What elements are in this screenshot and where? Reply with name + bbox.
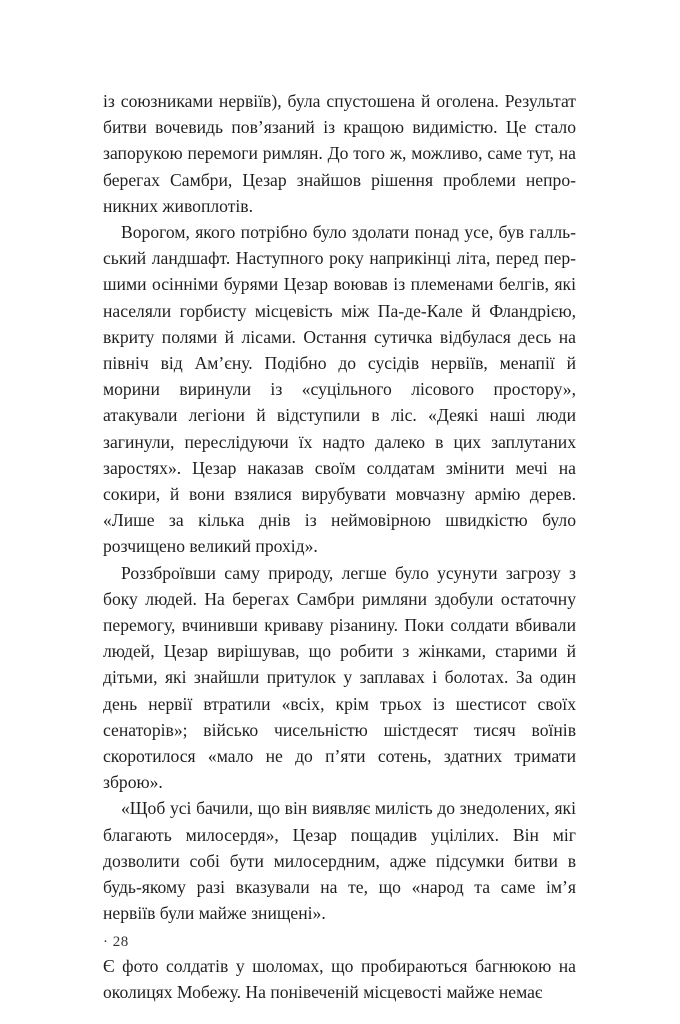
paragraph: із союзниками нервіїв), була спустошена й оголена. Результат битви вочевидь пов’язаний із кращою видимістю. Це стало запорукою перемоги римлян. До того ж, можливо, саме тут, на берегах Самбри, Цезар знайшов рішення проблеми непроникних живоплотів. bbox=[103, 91, 576, 216]
page-number: · 28 bbox=[103, 934, 129, 950]
paragraph: Є фото солдатів у шоломах, що пробираються багнюкою на околицях Мобежу. На понівеченій місцевості майже немає bbox=[103, 955, 576, 1002]
paragraph: «Щоб усі бачили, що він виявляє милість до знедолених, які благають милосердя», Цезар пощадив уцілілих. Він міг дозволити собі бути милосердним, адже підсумки битви в будь-якому разі вказували на те, що «народ та саме ім’я нервіїв були майже знищені». bbox=[103, 798, 576, 924]
paragraph: Роззброївши саму природу, легше було усунути загрозу з боку людей. На берегах Самбри римляни здобули остаточну перемогу, вчинивши криваву різанину. Поки солдати вбивали людей, Цезар вирішував, що робити з жінками, старими й дітьми, які знайшли притулок у заплавах і болотах. За один день нервії втратили «всіх, крім трьох із шестисот своїх сенаторів»; військо чисельністю шістдесят тисяч воїнів скоротилося «мало не до п’яти сотень, здатних тримати зброю». bbox=[103, 562, 576, 793]
paragraph: Ворогом, якого потрібно було здолати понад усе, був галльський ландшафт. Наступного року наприкінці літа, перед першими осінніми бурями Цезар воював із племенами белгів, які населяли горбисту місцевість між Па-де-Кале й Фландрією, вкриту полями й лісами. Остання сутичка відбулася десь на північ від Ам’єну. Подібно до сусідів нервіїв, менапії й морини виринули із «суцільного лісового простору», атакували легіони й відступили в ліс. «Деякі наші люди загинули, переслідуючи їх надто далеко в цих заплутаних заростях». Цезар наказав своїм солдатам змінити мечі на сокири, й вони взялися вирубувати мовчазну армію дерев. «Лише за кілька днів із неймовірною швидкістю було розчищено великий прохід». bbox=[103, 222, 576, 557]
section-break bbox=[103, 927, 576, 953]
page-body bbox=[103, 88, 576, 1005]
